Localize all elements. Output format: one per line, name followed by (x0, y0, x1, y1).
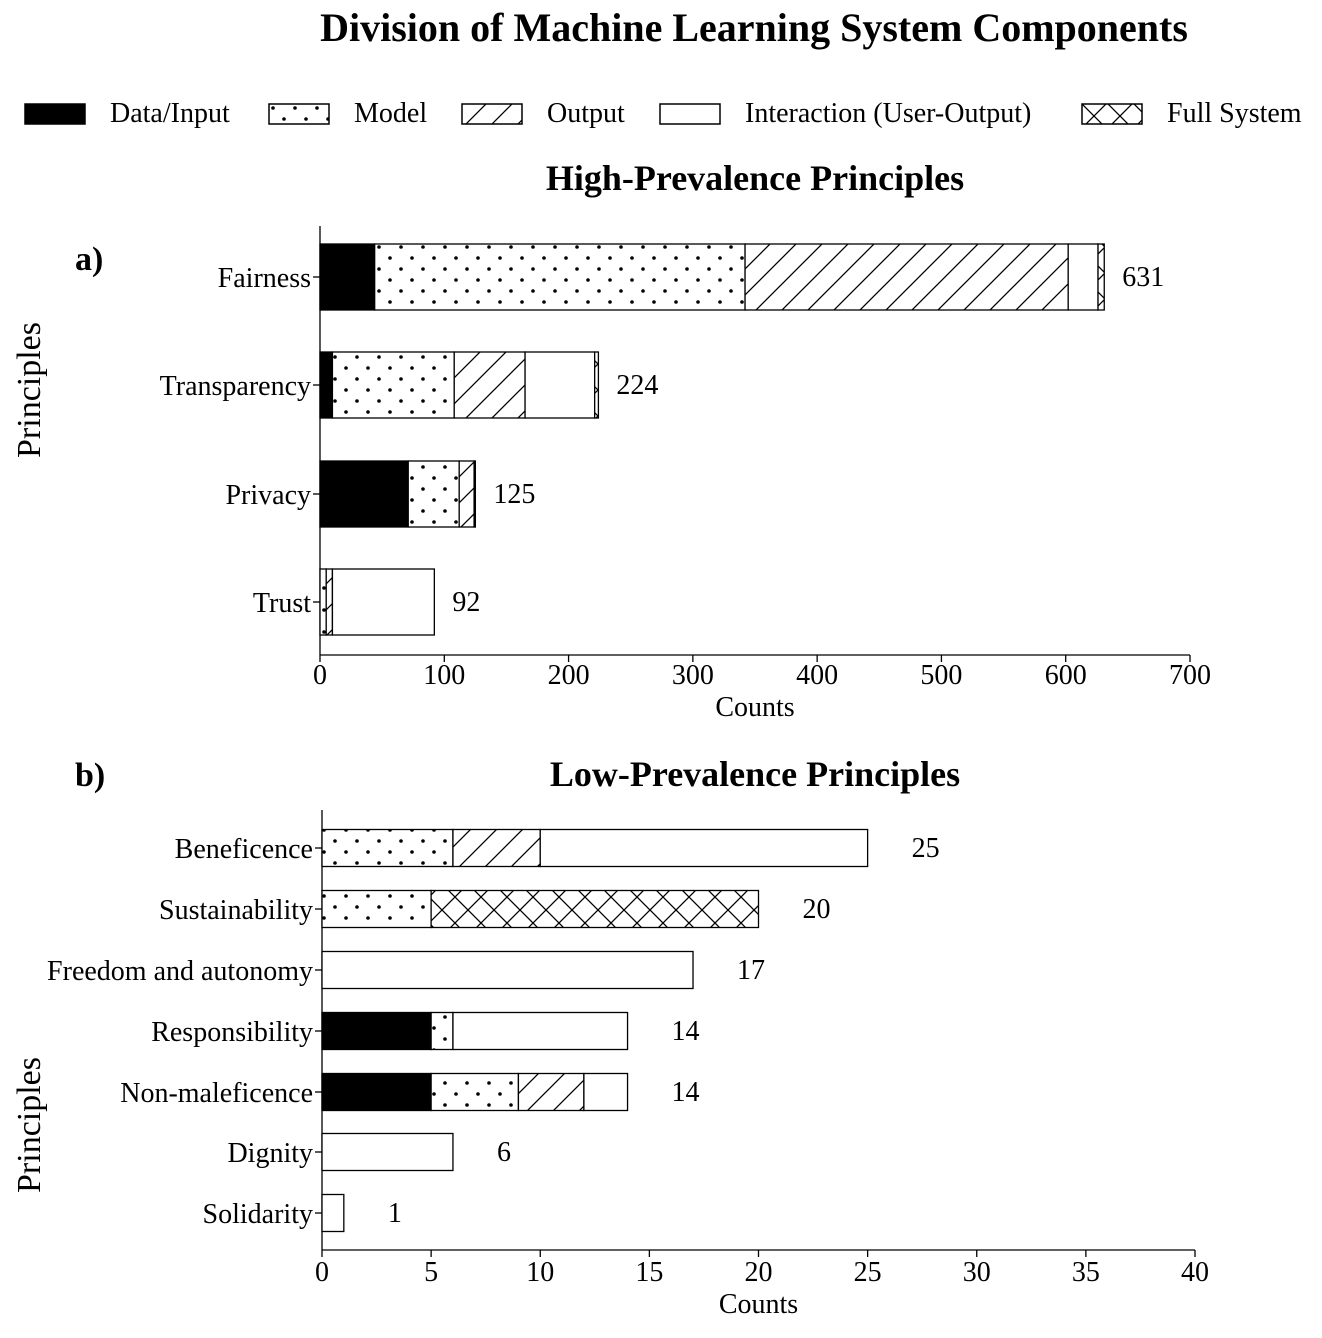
bar-total-label-non-maleficence: 14 (671, 1077, 700, 1108)
bar-segment-trust-output (326, 569, 332, 635)
legend-swatch (1081, 103, 1143, 125)
bar-segment-transparency-output (454, 352, 525, 418)
bar-segment-privacy-model (408, 461, 459, 527)
y-tick-label-trust: Trust (252, 588, 311, 619)
legend-swatch (268, 103, 330, 125)
bar-total-label-trust: 92 (452, 587, 481, 618)
panel-label: b) (75, 757, 106, 794)
bar-segment-trust-model (320, 569, 326, 635)
bar-total-label-beneficence: 25 (911, 833, 940, 864)
legend-item-interaction-user-output (659, 96, 1031, 132)
bar-segment-transparency-data-input (320, 352, 332, 418)
x-axis-label: Counts (715, 692, 795, 723)
x-axis-label: Counts (718, 1289, 799, 1320)
bar-segment-privacy-output (459, 461, 474, 527)
bar-segment-beneficence-interaction-user-output (540, 830, 867, 867)
bar-total-label-freedom-and-autonomy: 17 (737, 955, 766, 986)
legend-label: Data/Input (110, 98, 230, 129)
panel-title: High-Prevalence Principles (545, 158, 965, 198)
x-tick-label: 30 (962, 1257, 991, 1288)
x-tick-label: 400 (796, 660, 839, 691)
y-tick-label-transparency: Transparency (159, 371, 311, 402)
chart-legend (24, 96, 1314, 132)
x-tick-label: 500 (920, 660, 963, 691)
x-tick-label: 200 (547, 660, 590, 691)
bar-segment-non-maleficence-interaction-user-output (584, 1074, 628, 1111)
bar-segment-responsibility-data-input (322, 1013, 431, 1050)
bar-segment-fairness-model (375, 244, 745, 310)
x-tick-label: 0 (315, 1257, 329, 1288)
bar-segment-non-maleficence-output (518, 1074, 583, 1111)
bar-total-label-privacy: 125 (493, 479, 536, 510)
panel-high-prevalence (11, 158, 1211, 723)
bar-segment-privacy-data-input (320, 461, 408, 527)
x-tick-label: 0 (313, 660, 327, 691)
x-tick-label: 40 (1181, 1257, 1209, 1288)
y-tick-label-solidarity: Solidarity (202, 1199, 313, 1230)
legend-item-full-system (1081, 96, 1302, 132)
legend-item-data-input (24, 96, 230, 132)
bar-segment-sustainability-model (322, 891, 431, 928)
bar-total-label-dignity: 6 (496, 1137, 511, 1168)
legend-label: Full System (1167, 98, 1302, 129)
x-tick-label: 15 (635, 1257, 664, 1288)
legend-swatch (461, 103, 523, 125)
y-tick-label-responsibility: Responsibility (151, 1017, 313, 1048)
x-tick-label: 700 (1169, 660, 1211, 691)
bar-segment-non-maleficence-data-input (322, 1074, 431, 1111)
legend-item-model (268, 96, 427, 132)
x-tick-label: 10 (526, 1257, 555, 1288)
y-tick-label-fairness: Fairness (217, 263, 311, 294)
bar-segment-fairness-data-input (320, 244, 375, 310)
legend-item-output (461, 96, 625, 132)
panel-low-prevalence (11, 754, 1209, 1320)
panel-label: a) (75, 241, 104, 278)
y-tick-label-sustainability: Sustainability (159, 895, 313, 926)
legend-label: Interaction (User-Output) (745, 98, 1032, 129)
bar-segment-transparency-interaction-user-output (525, 352, 595, 418)
x-tick-label: 35 (1071, 1257, 1100, 1288)
bar-segment-fairness-interaction-user-output (1068, 244, 1098, 310)
bar-segment-dignity-interaction-user-output (322, 1134, 453, 1171)
y-tick-label-freedom-and-autonomy: Freedom and autonomy (47, 956, 313, 987)
bar-segment-transparency-model (332, 352, 454, 418)
bar-total-label-solidarity: 1 (387, 1198, 402, 1229)
bar-segment-responsibility-interaction-user-output (453, 1013, 628, 1050)
x-tick-label: 25 (853, 1257, 882, 1288)
bar-total-label-fairness: 631 (1122, 262, 1165, 293)
bar-segment-beneficence-output (453, 830, 540, 867)
bar-segment-trust-interaction-user-output (332, 569, 434, 635)
y-axis-label: Principles (11, 322, 48, 458)
y-tick-label-beneficence: Beneficence (174, 834, 313, 865)
bar-total-label-responsibility: 14 (671, 1016, 700, 1047)
bar-segment-responsibility-model (431, 1013, 453, 1050)
bar-total-label-transparency: 224 (616, 370, 659, 401)
chart-panels (11, 158, 1211, 1320)
x-tick-label: 5 (424, 1257, 439, 1288)
legend-label: Model (354, 98, 428, 129)
bar-segment-fairness-output (745, 244, 1068, 310)
bar-segment-privacy-full-system (474, 461, 475, 527)
bar-segment-beneficence-model (322, 830, 453, 867)
bar-segment-transparency-full-system (595, 352, 599, 418)
x-tick-label: 20 (744, 1257, 773, 1288)
bar-segment-non-maleficence-model (431, 1074, 518, 1111)
bar-total-label-sustainability: 20 (802, 894, 831, 925)
y-tick-label-privacy: Privacy (225, 480, 311, 511)
bar-segment-fairness-full-system (1098, 244, 1104, 310)
y-tick-label-dignity: Dignity (227, 1138, 313, 1169)
legend-swatch (659, 103, 721, 125)
x-tick-label: 600 (1044, 660, 1087, 691)
y-tick-label-non-maleficence: Non-maleficence (120, 1078, 313, 1109)
bar-segment-freedom-and-autonomy-interaction-user-output (322, 952, 693, 989)
chart-main-title: Division of Machine Learning System Components (320, 5, 1188, 50)
panel-title: Low-Prevalence Principles (549, 754, 961, 794)
legend-swatch (24, 103, 86, 125)
legend-label: Output (547, 98, 625, 129)
bar-segment-solidarity-interaction-user-output (322, 1195, 344, 1232)
x-tick-label: 300 (671, 660, 714, 691)
bar-segment-sustainability-full-system (431, 891, 758, 928)
y-axis-label: Principles (11, 1057, 48, 1193)
x-tick-label: 100 (423, 660, 466, 691)
